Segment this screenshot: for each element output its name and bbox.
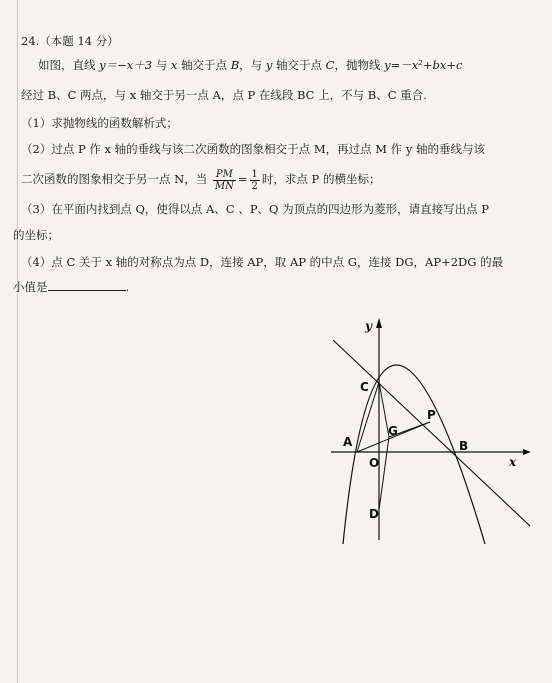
point-c-label: C <box>360 380 369 394</box>
x-axis-label: x <box>509 455 517 469</box>
y-axis-label: y <box>365 319 372 333</box>
point-d-label: D <box>369 507 379 521</box>
problem-header: 24.（本题 14 分） <box>21 34 119 48</box>
segment-dg <box>379 437 389 510</box>
question-4-line2: 小值是 . <box>13 280 130 294</box>
ratio-fraction: $\frac{PM}{MN}$ <box>214 168 234 192</box>
question-4-line1: （4）点 C 关于 x 轴的对称点为点 D，连接 AP，取 AP 的中点 G，连接 DG，AP+2DG 的最 <box>21 255 504 269</box>
parabola-equation: y=－x²+bx+c <box>384 58 463 72</box>
geometry-figure <box>325 312 535 552</box>
line-equation: y＝−x＋3 <box>99 58 153 72</box>
question-2-line1: （2）过点 P 作 x 轴的垂线与该二次函数的图象相交于点 M，再过点 M 作 y 轴的垂线与该 <box>21 142 485 156</box>
point-a-label: A <box>343 435 353 449</box>
point-o-label: O <box>369 456 380 470</box>
problem-intro-line1: 如图，直线 y＝−x＋3 与 x 轴交于点 B，与 y 轴交于点 C，抛物线 y=－x²+bx+c <box>38 58 463 72</box>
binding-margin-line <box>17 0 18 683</box>
point-b-label: B <box>459 439 469 453</box>
figure-svg <box>325 312 535 552</box>
question-3-line2: 的坐标； <box>13 228 59 242</box>
question-1: （1）求抛物线的函数解析式； <box>21 116 178 130</box>
question-3-line1: （3）在平面内找到点 Q，使得以点 A、C 、P、Q 为顶点的四边形为菱形，请直接写出点 P <box>21 202 490 216</box>
x-axis-arrow-icon <box>523 449 531 455</box>
problem-intro-line2: 经过 B、C 两点，与 x 轴交于另一点 A，点 P 在线段 BC 上，不与 B、C 重合. <box>21 88 427 102</box>
question-2-line2: 二次函数的图象相交于另一点 N，当 $\frac{PM}{MN}$ = $\frac{1}{2}$ 时，求点 P 的横坐标； <box>21 168 381 192</box>
answer-blank <box>48 279 126 291</box>
y-axis-arrow-icon <box>376 318 382 328</box>
half-fraction: $\frac{1}{2}$ <box>251 168 258 192</box>
point-p-label: P <box>427 408 436 422</box>
point-g-label: G <box>388 424 398 438</box>
